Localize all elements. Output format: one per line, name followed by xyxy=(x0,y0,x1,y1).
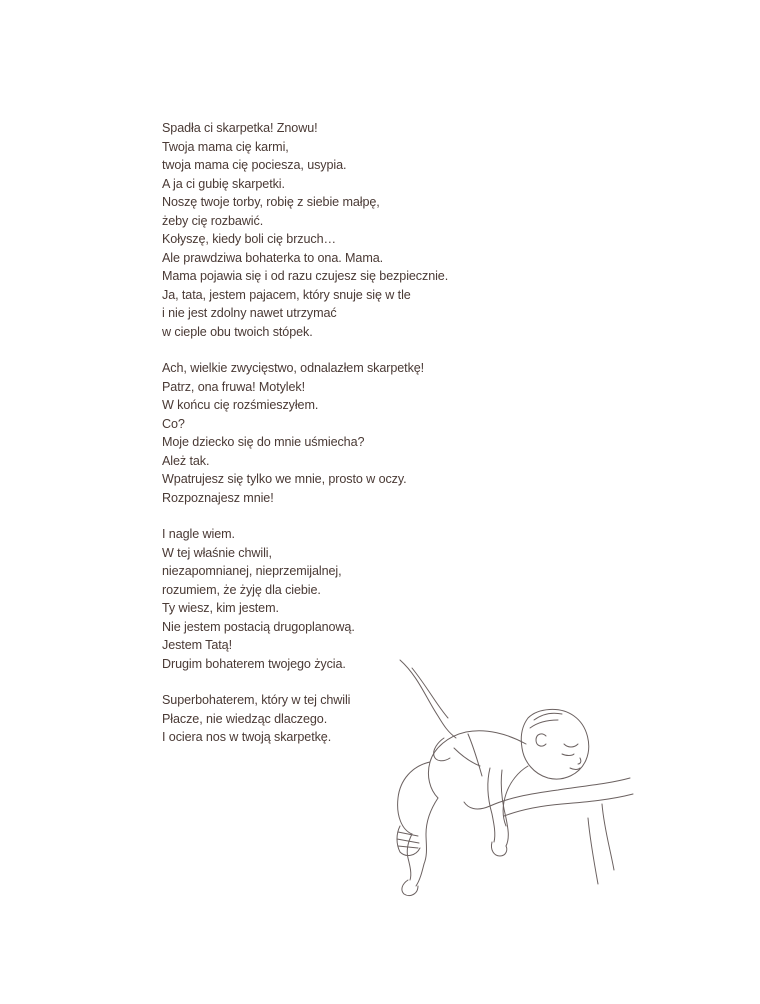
poem-line: żeby cię rozbawić. xyxy=(162,213,264,228)
stanza xyxy=(162,525,522,673)
poem-line: Mama pojawia się i od razu czujesz się bezpiecznie. xyxy=(162,269,449,283)
poem-line: Superbohaterem, który w tej chwili xyxy=(162,693,351,707)
poem-line: Ależ tak. xyxy=(162,453,210,468)
sleeping-baby-on-forearm-icon xyxy=(378,658,638,898)
stanza xyxy=(162,359,522,507)
poem-line: Rozpoznajesz mnie! xyxy=(162,490,274,505)
poem-line: Ja, tata, jestem pajacem, który snuje się w tle xyxy=(162,287,411,302)
stanza xyxy=(162,119,522,341)
poem-line: Spadła ci skarpetka! Znowu! xyxy=(162,121,318,135)
poem-line: w cieple obu twoich stópek. xyxy=(162,324,313,339)
poem-line: W tej właśnie chwili, xyxy=(162,545,272,560)
poem-line: A ja ci gubię skarpetki. xyxy=(162,176,285,191)
poem-line: Jestem Tatą! xyxy=(162,638,232,652)
poem-line: niezapomnianej, nieprzemijalnej, xyxy=(162,564,342,578)
poem-line: Płacze, nie wiedząc dlaczego. xyxy=(162,711,328,726)
poem-line: Ach, wielkie zwycięstwo, odnalazłem skarpetkę! xyxy=(162,361,425,375)
poem-line: Drugim bohaterem twojego życia. xyxy=(162,656,346,671)
sleeping-baby-illustration xyxy=(378,658,638,898)
poem-line: I nagle wiem. xyxy=(162,527,235,541)
poem-line: Kołyszę, kiedy boli cię brzuch… xyxy=(162,232,336,246)
poem-line: Wpatrujesz się tylko we mnie, prosto w oczy. xyxy=(162,472,407,486)
poem-line: i nie jest zdolny nawet utrzymać xyxy=(162,306,337,320)
poem-line: twoja mama cię pociesza, usypia. xyxy=(162,158,347,172)
poem-line: rozumiem, że żyję dla ciebie. xyxy=(162,582,321,597)
poem-line: Noszę twoje torby, robię z siebie małpę, xyxy=(162,195,380,209)
poem-line: Ale prawdziwa bohaterka to ona. Mama. xyxy=(162,250,384,265)
poem-line: Co? xyxy=(162,416,185,431)
poem-line: Patrz, ona fruwa! Motylek! xyxy=(162,379,305,394)
poem-line: Ty wiesz, kim jestem. xyxy=(162,601,279,615)
poem-line: Nie jestem postacią drugoplanową. xyxy=(162,619,355,634)
poem-line: Twoja mama cię karmi, xyxy=(162,139,289,154)
poem-line: Moje dziecko się do mnie uśmiecha? xyxy=(162,435,365,449)
poem-line: W końcu cię rozśmieszyłem. xyxy=(162,398,319,412)
poem-line: I ociera nos w twoją skarpetkę. xyxy=(162,730,332,744)
